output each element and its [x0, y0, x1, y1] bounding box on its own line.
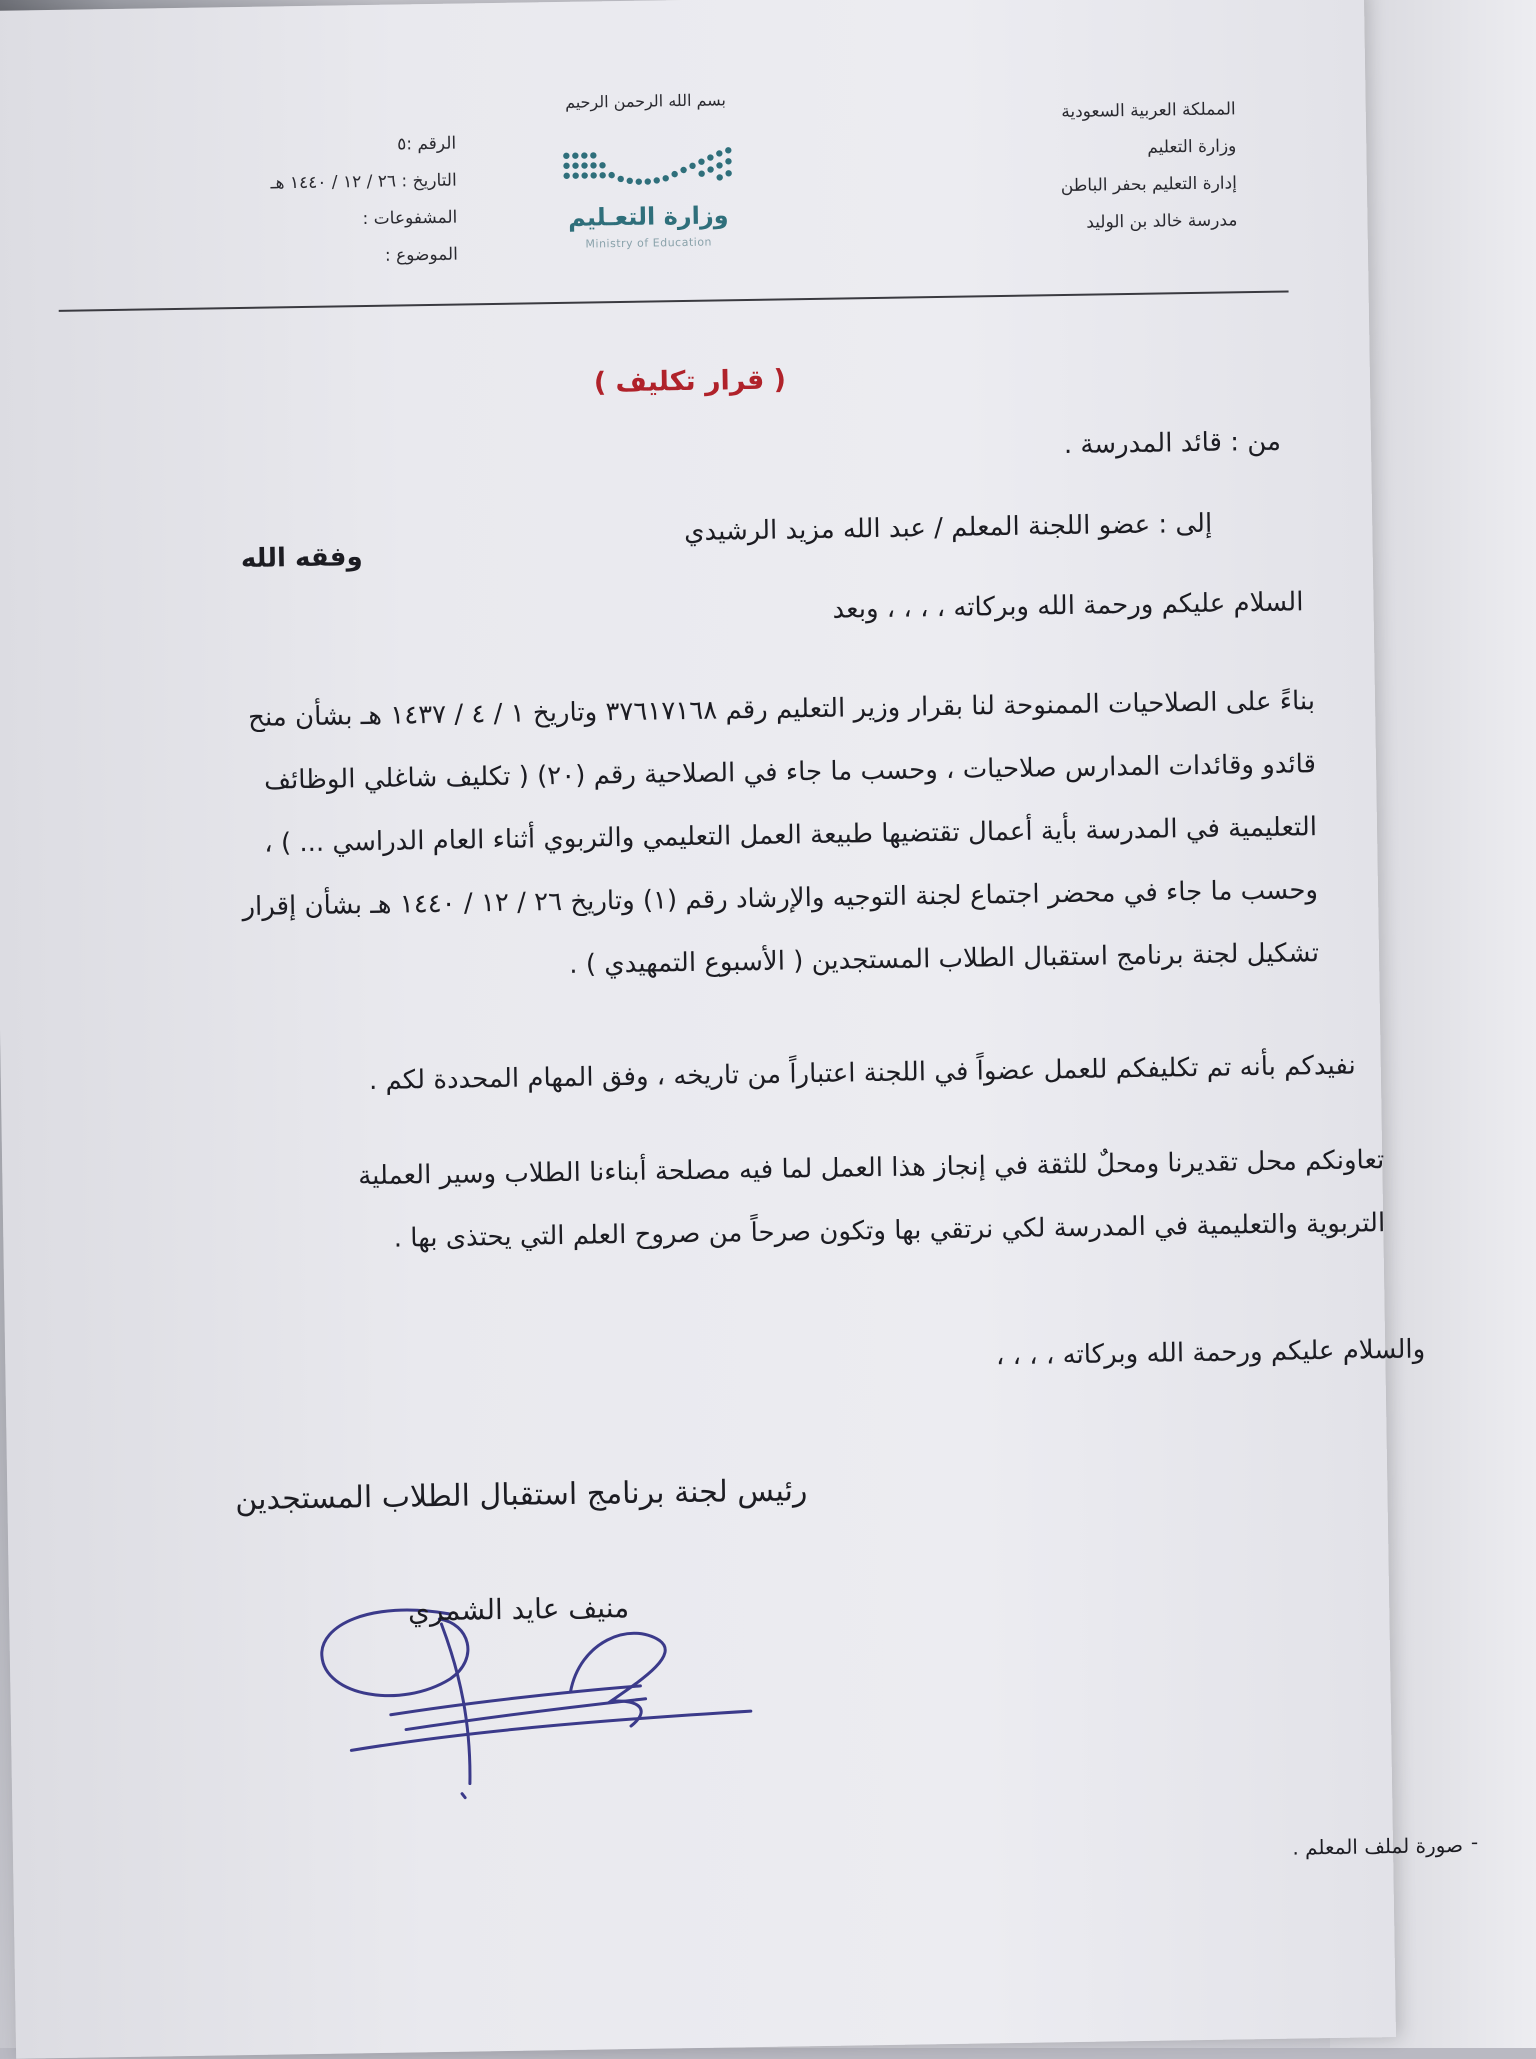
header-divider — [59, 291, 1289, 312]
paragraph-1 — [40, 670, 1320, 1005]
paragraph-1-line: قائدو وقائدات المدارس صلاحيات ، وحسب ما جاء في الصلاحية رقم (٢٠) ( تكليف شاغلي الوظائف — [263, 749, 1317, 796]
letter-title: ( قرار تكليف ) — [593, 364, 787, 399]
from-line: من : قائد المدرسة . — [1063, 426, 1282, 461]
to-line: إلى : عضو اللجنة المعلم / عبد الله مزيد الرشيدي — [683, 508, 1213, 548]
paragraph-1-line: بناءً على الصلاحيات الممنوحة لنا بقرار وزير التعليم رقم ٣٧٦١٧١٦٨ وتاريخ ١ / ٤ / ١٤٣٧ هـ بشأن منح — [247, 686, 1316, 733]
signatory-name: منيف عايد الشمري — [407, 1591, 630, 1628]
paragraph-1-line: تشكيل لجنة برنامج استقبال الطلاب المستجدين ( الأسبوع التمهيدي ) . — [569, 938, 1320, 980]
header-right-line-3: إدارة التعليم بحفر الباطن — [1060, 173, 1238, 197]
header-right-line-2: وزارة التعليم — [1147, 136, 1237, 158]
subject-field: الموضوع : — [384, 244, 459, 266]
paragraph-1-line: التعليمية في المدرسة بأية أعمال تقتضيها طبيعة العمل التعليمي والتربوي أثناء العام الدراسي ... ) ، — [264, 812, 1318, 859]
header-right-line-1: المملكة العربية السعودية — [1061, 99, 1236, 123]
paragraph-1-line: وحسب ما جاء في محضر اجتماع لجنة التوجيه والإرشاد رقم (١) وتاريخ ٢٦ / ١٢ / ١٤٤٠ هـ بشأن إقرار — [242, 875, 1319, 923]
greeting: السلام عليكم ورحمة الله وبركاته ، ، ، ، وبعد — [832, 587, 1304, 625]
letter-date: التاريخ : ٢٦ / ١٢ / ١٤٤٠ هـ — [270, 170, 457, 194]
paragraph-2 — [80, 1035, 1356, 1118]
list-dash: - — [1470, 1829, 1479, 1854]
attachments-field: المشفوعات : — [362, 207, 458, 230]
logo-arabic-text: وزارة التعـليم — [567, 201, 729, 232]
header-right-line-4: مدرسة خالد بن الوليد — [1086, 210, 1238, 233]
ministry-logo — [558, 145, 738, 258]
header-right-block — [995, 91, 1237, 243]
paragraph-2-line: نفيدكم بأنه تم تكليفكم للعمل عضواً في اللجنة اعتباراً من تاريخه ، وفق المهام المحددة لكم . — [368, 1050, 1356, 1097]
reference-number: الرقم :٥ — [396, 133, 457, 155]
logo-english-text: Ministry of Education — [585, 235, 713, 251]
paragraph-3 — [24, 1129, 1386, 1276]
paragraph-3-line: التربوية والتعليمية في المدرسة لكي نرتقي بها وتكون صرحاً من صروح العلم التي يحتذى بها . — [393, 1208, 1386, 1254]
basmala: بسم الله الرحمن الرحيم — [564, 90, 727, 112]
closing-line: والسلام عليكم ورحمة الله وبركاته ، ، ، ، — [995, 1334, 1426, 1372]
paragraph-3-line: تعاونكم محل تقديرنا ومحلٌ للثقة في إنجاز هذا العمل لما فيه مصلحة أبناءنا الطلاب وسير العملية — [357, 1145, 1385, 1192]
header-left-block — [136, 126, 458, 279]
copy-note: صورة لملف المعلم . — [1292, 1832, 1464, 1860]
to-suffix: وفقه الله — [240, 542, 363, 574]
signatory-title: رئيس لجنة برنامج استقبال الطلاب المستجدين — [235, 1473, 808, 1518]
logo-dots-icon — [558, 145, 737, 198]
